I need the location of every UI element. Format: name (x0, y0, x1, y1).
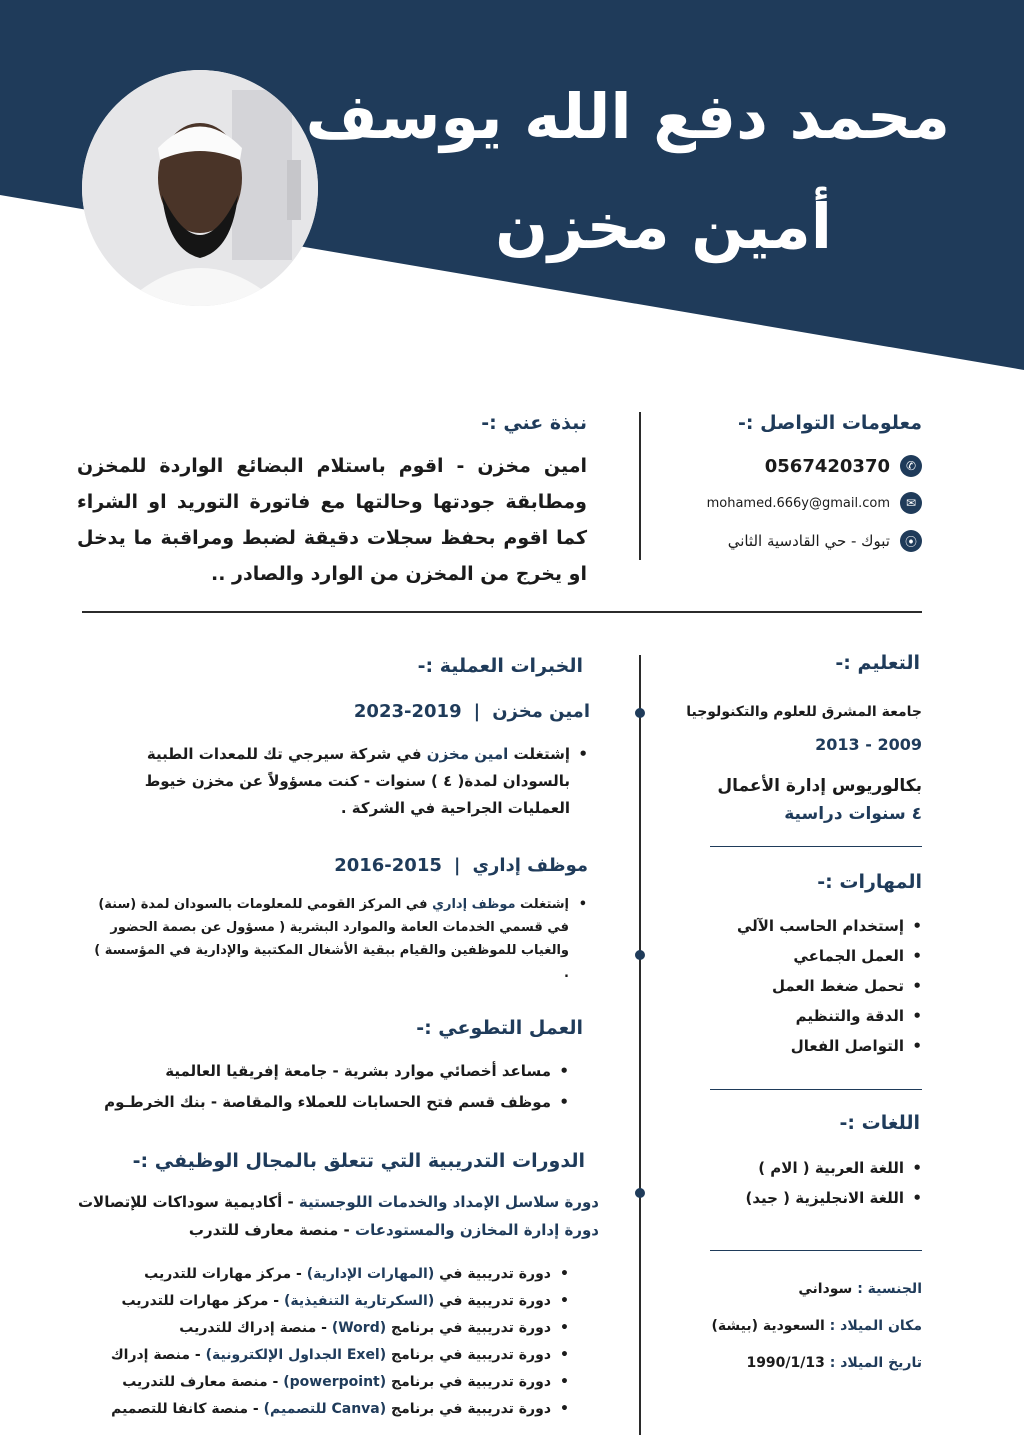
list-item: • إستخدام الحاسب الآلي (737, 911, 922, 941)
phone-icon: ✆ (900, 455, 922, 477)
education-years: 2009 - 2013 (815, 735, 922, 754)
list-item: • موظف قسم فتح الحسابات للعملاء والمقاصة - بنك الخرطـوم (104, 1087, 569, 1118)
email-icon: ✉ (900, 492, 922, 514)
list-item: • دورة تدريبية في برنامج (Canva للتصميم) - منصة كانفا للتصميم (111, 1396, 569, 1423)
contact-phone (765, 455, 922, 477)
training-highlight-item: دورة إدارة المخازن والمستودعات - منصة معارف للتدرب (188, 1221, 599, 1239)
contact-address (728, 530, 922, 552)
skills-list (737, 911, 922, 1061)
location-icon: ⦿ (900, 530, 922, 552)
job-1-heading: امين مخزن|2019-2023 (353, 701, 590, 722)
about-title: نبذة عني :- (481, 412, 587, 434)
training-title: الدورات التدريبية التي تتعلق بالمجال الوظيفي :- (132, 1150, 585, 1172)
timeline-dot (635, 950, 645, 960)
job-1-role: امين مخزن (492, 701, 590, 722)
list-item: • التواصل الفعال (737, 1031, 922, 1061)
list-item: • تحمل ضغط العمل (737, 971, 922, 1001)
job-title: أمين مخزن (495, 190, 832, 263)
section-divider (710, 1250, 922, 1251)
email-address: mohamed.666y@gmail.com (706, 495, 890, 511)
volunteer-title: العمل التطوعي :- (416, 1017, 583, 1039)
languages-list (746, 1153, 923, 1213)
birthplace: مكان الميلاد : السعودية (بيشة) (711, 1318, 922, 1334)
training-highlight-item: دورة سلاسل الإمداد والخدمات اللوجستية - أكاديمية سوداكات للإتصالات (77, 1193, 599, 1211)
timeline-line (639, 655, 641, 1435)
timeline-dot (635, 1188, 645, 1198)
list-item: • دورة تدريبية في (المهارات الإدارية) - مركز مهارات للتدريب (111, 1261, 569, 1288)
list-item: • دورة تدريبية في برنامج (Word) - منصة إدراك للتدريب (111, 1315, 569, 1342)
top-vertical-divider (639, 412, 641, 560)
job-1-description (98, 741, 588, 822)
experience-title: الخبرات العملية :- (417, 655, 583, 677)
skills-title: المهارات :- (817, 871, 922, 893)
timeline-dot (635, 708, 645, 718)
list-item: • دورة تدريبية في برنامج (powerpoint) - منصة معارف للتدريب (111, 1369, 569, 1396)
training-highlight (78, 1188, 599, 1244)
study-duration: ٤ سنوات دراسية (784, 804, 922, 824)
job-2-heading: موظف إداري|2015-2016 (334, 855, 588, 876)
list-item: • مساعد أخصائي موارد بشرية - جامعة إفريقيا العالمية (104, 1056, 569, 1087)
list-item: • دورة تدريبية في برنامج (Exel الجداول الإلكترونية) - منصة إدراك (111, 1342, 569, 1369)
job-2-role: موظف إداري (472, 855, 588, 876)
list-item: • العمل الجماعي (737, 941, 922, 971)
education-title: التعليم :- (835, 652, 920, 674)
list-item: • اللغة الانجليزية ( جيد) (746, 1183, 923, 1213)
list-item: • إشتغلت امين مخزن في شركة سيرجي تك للمعدات الطبية بالسودان لمدة( ٤ ) سنوات - كنت مسؤولاً عن مخزن خيوط العمليات الجراحية في الشركة . (98, 741, 588, 822)
volunteer-list (104, 1056, 569, 1118)
profile-photo (82, 70, 318, 306)
nationality: الجنسية : سوداني (798, 1281, 922, 1297)
list-item: • اللغة العربية ( الام ) (746, 1153, 923, 1183)
job-2-years: 2015-2016 (334, 855, 442, 876)
about-text: امين مخزن - اقوم باستلام البضائع الواردة للمخزن ومطابقة جودتها وحالتها مع فاتورة التوريد او الشراء كما اقوم بحفظ سجلات دقيقة لضبط ومراقبة ما يدخل او يخرج من المخزن من الوارد والصادر .. (77, 455, 587, 585)
person-name: محمد دفع الله يوسف (305, 80, 950, 153)
contact-title: معلومات التواصل :- (737, 412, 922, 434)
degree: بكالوريوس إدارة الأعمال (717, 776, 922, 796)
section-divider (710, 846, 922, 847)
list-item: • دورة تدريبية في (السكرتارية التنفيذية) - مركز مهارات للتدريب (111, 1288, 569, 1315)
address: تبوك - حي القادسية الثاني (727, 532, 890, 550)
horizontal-divider (82, 611, 922, 613)
training-list (111, 1261, 569, 1423)
list-item: • الدقة والتنظيم (737, 1001, 922, 1031)
phone-number: 0567420370 (764, 455, 890, 477)
birthdate: تاريخ الميلاد : 1990/1/13 (746, 1355, 922, 1371)
contact-email (707, 492, 922, 514)
job-1-years: 2019-2023 (353, 701, 462, 722)
job-2-description (87, 893, 587, 985)
section-divider (710, 1089, 922, 1090)
university: جامعة المشرق للعلوم والتكنولوجيا (686, 704, 922, 720)
languages-title: اللغات :- (839, 1112, 920, 1134)
list-item: • إشتغلت موظف إداري في المركز القومي للمعلومات بالسودان لمدة (سنة) في قسمي الخدمات العامة والموارد البشرية ( مسؤول عن بصمة الحضور والغياب للموظفين والقيام ببقية الأشغال المكتبية والإدارية في المؤسسة ) . (87, 893, 587, 985)
